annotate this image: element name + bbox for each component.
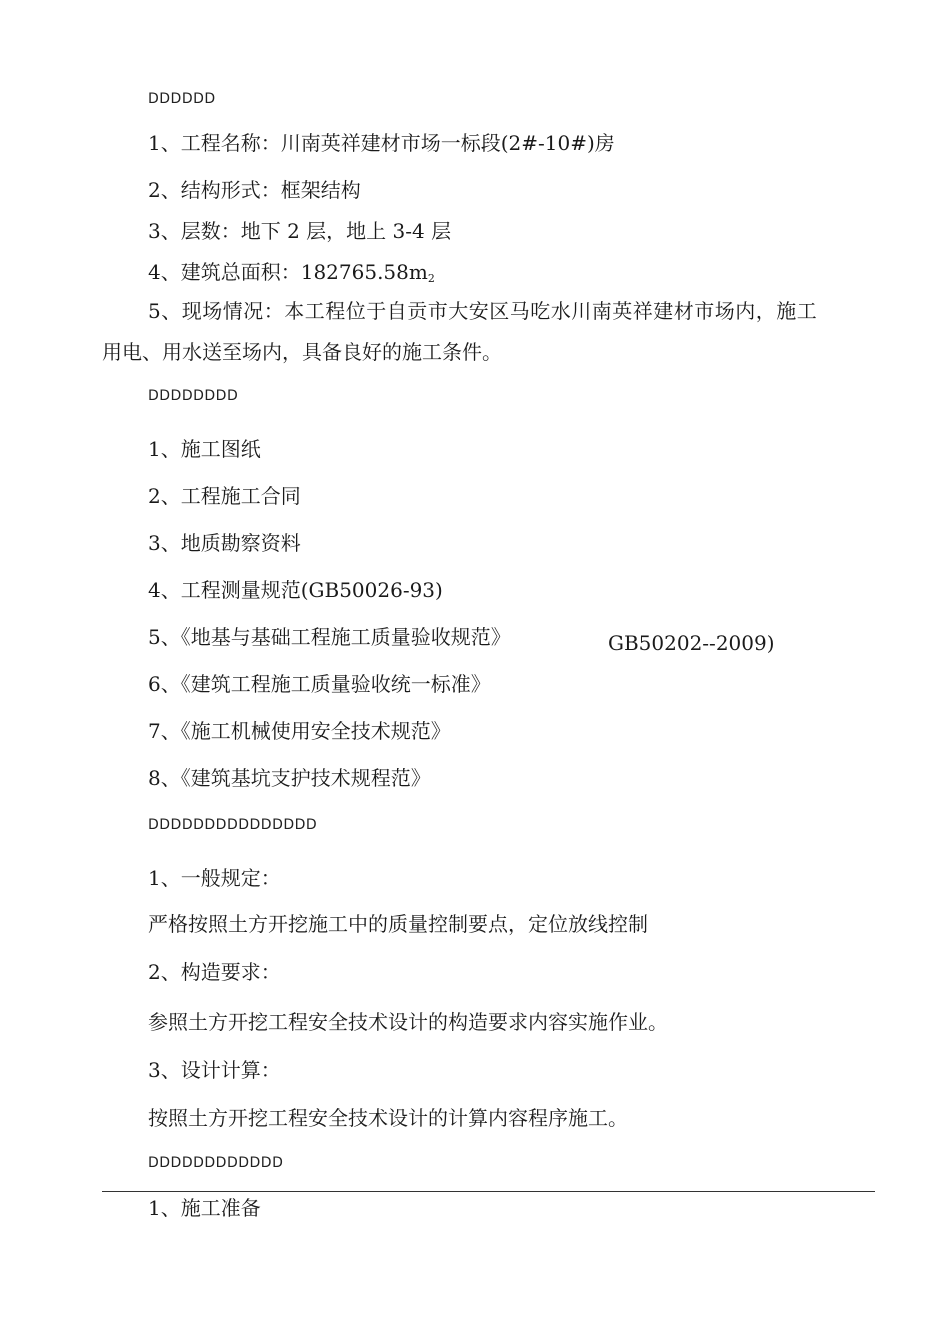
basis-item: 3、地质勘察资料 <box>148 531 301 555</box>
design-item: 按照土方开挖工程安全技术设计的计算内容程序施工。 <box>148 1106 628 1130</box>
basis-item-code: GB50202--2009) <box>608 631 775 655</box>
design-item: 1、一般规定： <box>148 866 281 890</box>
design-item: 参照土方开挖工程安全技术设计的构造要求内容实施作业。 <box>148 1010 668 1034</box>
area-unit-superscript: 2 <box>427 272 435 285</box>
basis-item: 5、《地基与基础工程施工质量验收规范》 <box>148 625 511 649</box>
basis-item: 4、工程测量规范(GB50026-93) <box>148 578 443 602</box>
section-heading-construction: DDDDDDDDDDDD <box>148 1155 284 1171</box>
basis-item: 8、《建筑基坑支护技术规程范》 <box>148 766 431 790</box>
design-item: 严格按照土方开挖施工中的质量控制要点，定位放线控制 <box>148 912 648 936</box>
structure-type: 2、结构形式：框架结构 <box>148 178 361 202</box>
section-heading-basis: DDDDDDDD <box>148 388 239 404</box>
section-heading-design: DDDDDDDDDDDDDDD <box>148 817 318 833</box>
floor-count: 3、层数：地下 2 层，地上 3-4 层 <box>148 219 452 243</box>
site-conditions-line-1: 5、现场情况：本工程位于自贡市大安区马吃水川南英祥建材市场内，施工 <box>148 299 818 323</box>
basis-item: 7、《施工机械使用安全技术规范》 <box>148 719 451 743</box>
site-conditions-line-2: 用电、用水送至场内，具备良好的施工条件。 <box>102 340 502 364</box>
divider-line <box>102 1191 875 1192</box>
project-name: 1、工程名称：川南英祥建材市场一标段(2#-10#)房 <box>148 131 615 155</box>
total-area-value: 4、建筑总面积：182765.58m <box>148 260 428 284</box>
section-heading-project-overview: DDDDDD <box>148 91 216 107</box>
design-item: 2、构造要求： <box>148 960 281 984</box>
basis-item: 1、施工图纸 <box>148 437 261 461</box>
construction-prep: 1、施工准备 <box>148 1196 261 1220</box>
basis-item: 2、工程施工合同 <box>148 484 301 508</box>
design-item: 3、设计计算： <box>148 1058 281 1082</box>
total-area <box>148 260 435 291</box>
basis-item: 6、《建筑工程施工质量验收统一标准》 <box>148 672 491 696</box>
